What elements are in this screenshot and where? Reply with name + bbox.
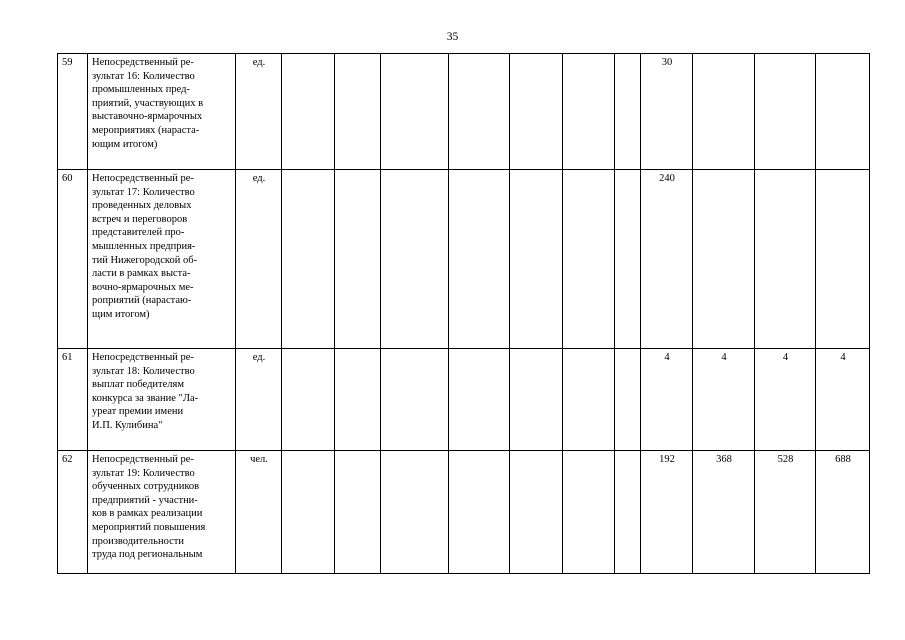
indicator-name-line: тий Нижегородской об- — [92, 254, 198, 266]
indicator-name-line: промышленных пред- — [92, 84, 191, 96]
indicator-name-line: мероприятиях (нараста- — [92, 124, 200, 136]
table-body — [58, 54, 870, 574]
indicator-name-line: Непосредственный ре- — [92, 454, 194, 465]
value-cell — [755, 170, 816, 349]
value-cell — [381, 170, 449, 349]
indicator-name-line: конкурса за звание "Ла- — [92, 392, 199, 404]
value-cell — [449, 349, 510, 451]
indicator-name-line: ющим итогом) — [92, 138, 158, 150]
value-cell — [563, 349, 615, 451]
value-cell: 4 — [755, 349, 816, 451]
value-cell — [282, 54, 335, 170]
indicator-name-line: труда под региональным — [92, 549, 203, 561]
value-cell — [335, 54, 381, 170]
indicator-name-line: Непосредственный ре- — [92, 173, 194, 184]
value-cell — [282, 349, 335, 451]
row-number-cell: 60 — [58, 170, 88, 349]
indicator-name-line: зультат 19: Количество — [92, 467, 195, 479]
value-cell — [693, 170, 755, 349]
row-number-cell: 59 — [58, 54, 88, 170]
value-cell — [510, 54, 563, 170]
page-number: 35 — [446, 31, 459, 43]
indicator-name-line: щим итогом) — [92, 308, 150, 320]
indicator-name-line: выставочно-ярмарочных — [92, 111, 203, 123]
value-cell — [615, 451, 641, 574]
indicator-name-line: Непосредственный ре- — [92, 352, 194, 363]
unit-cell: ед. — [236, 170, 282, 349]
indicators-table — [57, 53, 870, 574]
row-number-cell: 62 — [58, 451, 88, 574]
indicator-name-line: обученных сотрудников — [92, 481, 200, 493]
indicator-name-line: производительности — [92, 535, 184, 547]
indicator-name-line: мероприятий повышения — [92, 521, 206, 533]
value-cell — [449, 451, 510, 574]
value-cell: 4 — [693, 349, 755, 451]
indicator-name-cell — [88, 349, 236, 451]
value-cell — [335, 170, 381, 349]
value-cell — [563, 451, 615, 574]
unit-cell: ед. — [236, 54, 282, 170]
value-cell — [816, 54, 870, 170]
indicator-name-line: выплат победителям — [92, 379, 184, 391]
value-cell — [335, 451, 381, 574]
value-cell — [381, 451, 449, 574]
value-cell: 30 — [641, 54, 693, 170]
indicator-name-line: роприятий (нарастаю- — [92, 295, 192, 307]
indicator-name-line: Непосредственный ре- — [92, 57, 194, 68]
value-cell — [510, 349, 563, 451]
row-number-cell: 61 — [58, 349, 88, 451]
value-cell — [755, 54, 816, 170]
value-cell: 368 — [693, 451, 755, 574]
value-cell — [615, 170, 641, 349]
indicator-name-line: мышленных предприя- — [92, 240, 196, 252]
value-cell: 192 — [641, 451, 693, 574]
indicator-name-cell — [88, 170, 236, 349]
indicator-name-line: предприятий - участни- — [92, 494, 198, 506]
indicator-name-line: И.П. Кулибина" — [92, 419, 163, 431]
value-cell: 240 — [641, 170, 693, 349]
value-cell — [381, 54, 449, 170]
value-cell — [282, 170, 335, 349]
indicator-name-line: вочно-ярмарочных ме- — [92, 281, 194, 293]
indicator-name-cell — [88, 54, 236, 170]
value-cell — [563, 54, 615, 170]
value-cell — [449, 170, 510, 349]
value-cell — [381, 349, 449, 451]
value-cell — [282, 451, 335, 574]
indicator-name-line: встреч и переговоров — [92, 213, 188, 225]
value-cell — [335, 349, 381, 451]
indicator-name-line: ков в рамках реализации — [92, 508, 203, 520]
indicator-name-line: зультат 17: Количество — [92, 186, 195, 198]
value-cell: 4 — [641, 349, 693, 451]
indicator-name-line: зультат 16: Количество — [92, 70, 195, 82]
value-cell — [615, 349, 641, 451]
unit-cell: ед. — [236, 349, 282, 451]
value-cell — [693, 54, 755, 170]
value-cell: 688 — [816, 451, 870, 574]
table-row — [58, 349, 870, 451]
indicator-name-line: ласти в рамках выста- — [92, 268, 191, 280]
value-cell — [510, 170, 563, 349]
value-cell — [615, 54, 641, 170]
table-row — [58, 451, 870, 574]
value-cell — [816, 170, 870, 349]
table-row — [58, 170, 870, 349]
value-cell — [563, 170, 615, 349]
indicator-name-cell — [88, 451, 236, 574]
value-cell — [449, 54, 510, 170]
unit-cell: чел. — [236, 451, 282, 574]
value-cell: 4 — [816, 349, 870, 451]
table-row — [58, 54, 870, 170]
value-cell: 528 — [755, 451, 816, 574]
indicator-name-line: представителей про- — [92, 227, 185, 239]
indicator-name-line: приятий, участвующих в — [92, 97, 204, 109]
indicator-name-line: зультат 18: Количество — [92, 365, 195, 377]
value-cell — [510, 451, 563, 574]
indicator-name-line: проведенных деловых — [92, 200, 192, 212]
indicator-name-line: уреат премии имени — [92, 406, 184, 418]
